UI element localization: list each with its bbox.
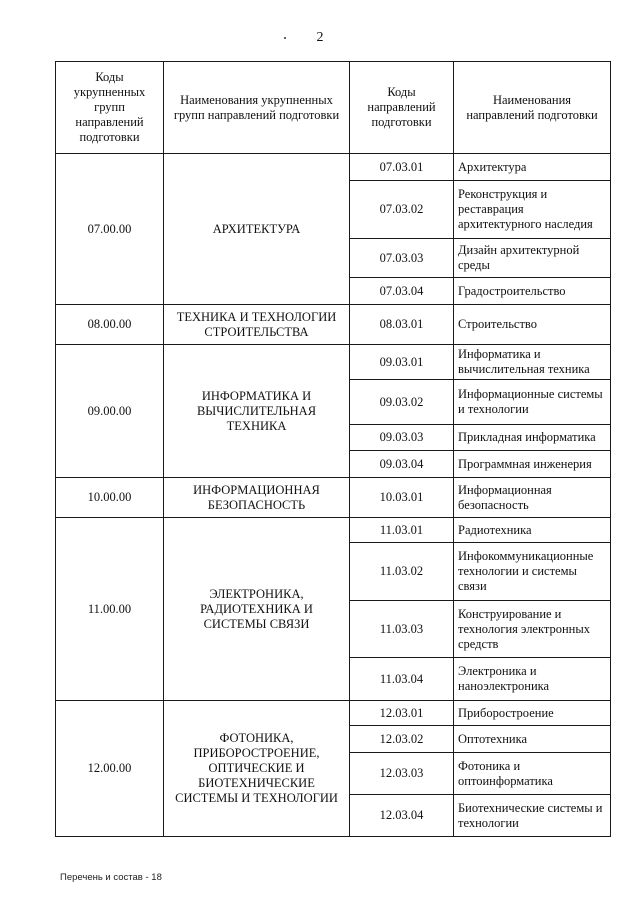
direction-name-cell: Биотехнические системы и технологии	[454, 795, 611, 837]
direction-name-cell: Электроника и наноэлектроника	[454, 658, 611, 701]
group-code-cell: 09.00.00	[56, 345, 164, 478]
direction-name-cell: Программная инженерия	[454, 451, 611, 478]
direction-code-cell: 11.03.03	[350, 601, 454, 658]
group-code-cell: 12.00.00	[56, 701, 164, 837]
direction-name-cell: Информационная безопасность	[454, 478, 611, 518]
group-name-cell: ИНФОРМАЦИОННАЯ БЕЗОПАСНОСТЬ	[164, 478, 350, 518]
page-number: 2	[316, 30, 324, 45]
table-row	[56, 305, 611, 345]
group-name-cell: ИНФОРМАТИКА И ВЫЧИСЛИТЕЛЬНАЯ ТЕХНИКА	[164, 345, 350, 478]
group-code-cell: 10.00.00	[56, 478, 164, 518]
direction-name-cell: Дизайн архитектурной среды	[454, 239, 611, 278]
direction-name-cell: Информационные системы и технологии	[454, 380, 611, 425]
group-code-cell: 07.00.00	[56, 154, 164, 305]
direction-name-cell: Конструирование и технология электронных средств	[454, 601, 611, 658]
direction-code-cell: 09.03.01	[350, 345, 454, 380]
table-row	[56, 518, 611, 543]
direction-code-cell: 07.03.02	[350, 181, 454, 239]
direction-name-cell: Строительство	[454, 305, 611, 345]
direction-code-cell: 12.03.03	[350, 753, 454, 795]
direction-code-cell: 09.03.04	[350, 451, 454, 478]
group-code-cell: 11.00.00	[56, 518, 164, 701]
group-name-cell: АРХИТЕКТУРА	[164, 154, 350, 305]
direction-code-cell: 09.03.03	[350, 425, 454, 451]
directions-table	[55, 61, 611, 837]
direction-name-cell: Инфокоммуникационные технологии и системы связи	[454, 543, 611, 601]
direction-code-cell: 08.03.01	[350, 305, 454, 345]
direction-code-cell: 10.03.01	[350, 478, 454, 518]
header-group-name: Наименования укрупненных групп направлений подготовки	[164, 62, 350, 154]
direction-name-cell: Фотоника и оптоинформатика	[454, 753, 611, 795]
table-row	[56, 345, 611, 380]
direction-name-cell: Информатика и вычислительная техника	[454, 345, 611, 380]
header-direction-name: Наименования направлений подготовки	[454, 62, 611, 154]
table-header-row	[56, 62, 611, 154]
scan-artifact-dot	[284, 37, 286, 39]
direction-name-cell: Оптотехника	[454, 726, 611, 753]
direction-name-cell: Реконструкция и реставрация архитектурного наследия	[454, 181, 611, 239]
direction-name-cell: Градостроительство	[454, 278, 611, 305]
group-name-cell: ЭЛЕКТРОНИКА, РАДИОТЕХНИКА И СИСТЕМЫ СВЯЗИ	[164, 518, 350, 701]
group-code-cell: 08.00.00	[56, 305, 164, 345]
direction-code-cell: 12.03.01	[350, 701, 454, 726]
direction-name-cell: Радиотехника	[454, 518, 611, 543]
footer-note: Перечень и состав - 18	[60, 872, 162, 883]
direction-code-cell: 07.03.04	[350, 278, 454, 305]
direction-name-cell: Приборостроение	[454, 701, 611, 726]
direction-code-cell: 11.03.04	[350, 658, 454, 701]
header-direction-code: Коды направлений подготовки	[350, 62, 454, 154]
direction-name-cell: Прикладная информатика	[454, 425, 611, 451]
table-row	[56, 154, 611, 181]
table-row	[56, 701, 611, 726]
direction-code-cell: 11.03.02	[350, 543, 454, 601]
direction-code-cell: 12.03.04	[350, 795, 454, 837]
table-row	[56, 478, 611, 518]
direction-code-cell: 12.03.02	[350, 726, 454, 753]
direction-code-cell: 07.03.03	[350, 239, 454, 278]
header-group-code: Коды укрупненных групп направлений подготовки	[56, 62, 164, 154]
direction-code-cell: 07.03.01	[350, 154, 454, 181]
direction-name-cell: Архитектура	[454, 154, 611, 181]
direction-code-cell: 09.03.02	[350, 380, 454, 425]
group-name-cell: ТЕХНИКА И ТЕХНОЛОГИИ СТРОИТЕЛЬСТВА	[164, 305, 350, 345]
group-name-cell: ФОТОНИКА, ПРИБОРОСТРОЕНИЕ, ОПТИЧЕСКИЕ И БИОТЕХНИЧЕСКИЕ СИСТЕМЫ И ТЕХНОЛОГИИ	[164, 701, 350, 837]
direction-code-cell: 11.03.01	[350, 518, 454, 543]
